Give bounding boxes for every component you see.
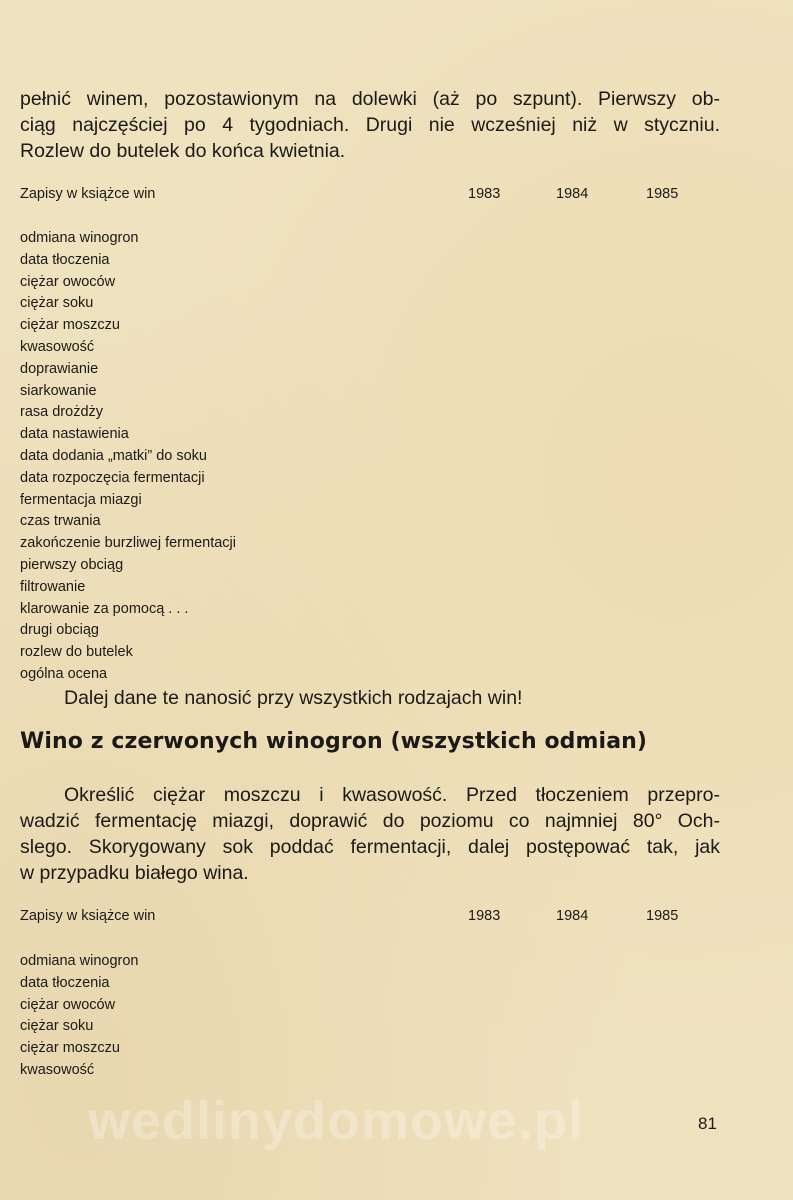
- text-line: ciąg najczęściej po 4 tygodniach. Drugi nie wcześniej niż w styczniu.: [20, 114, 720, 136]
- section-heading: Wino z czerwonych winogron (wszystkich odmian): [20, 729, 648, 754]
- record-row: data rozpoczęcia fermentacji: [20, 469, 205, 486]
- record-row: kwasowość: [20, 1061, 95, 1078]
- record-row: czas trwania: [20, 513, 101, 530]
- record-row: fermentacja miazgi: [20, 491, 142, 508]
- text-line: slego. Skorygowany sok poddać fermentacji, dalej postępować tak, jak: [20, 836, 720, 858]
- year-column-1985: 1985: [646, 908, 679, 924]
- record-table-2-header: [20, 908, 710, 930]
- closing-note: Dalej dane te nanosić przy wszystkich rodzajach win!: [64, 687, 523, 709]
- record-row: doprawianie: [20, 360, 99, 377]
- red-wine-paragraph: [20, 782, 720, 886]
- text-line: Określić ciężar moszczu i kwasowość. Przed tłoczeniem przepro-: [64, 784, 720, 806]
- record-row: rasa drożdży: [20, 404, 104, 421]
- record-row: zakończenie burzliwej fermentacji: [20, 535, 236, 552]
- record-row: ciężar soku: [20, 1018, 94, 1035]
- year-column-1983: 1983: [468, 186, 501, 202]
- watermark: wedlinydomowe.pl: [88, 1091, 585, 1151]
- record-table-2-rows: [20, 951, 139, 1082]
- text-line: Rozlew do butelek do końca kwietnia.: [20, 140, 346, 162]
- record-row: ogólna ocena: [20, 665, 108, 682]
- record-row: pierwszy obciąg: [20, 556, 124, 573]
- year-column-1985: 1985: [646, 186, 679, 202]
- record-row: rozlew do butelek: [20, 644, 133, 661]
- record-row: ciężar soku: [20, 295, 94, 312]
- year-column-1983: 1983: [468, 908, 501, 924]
- record-row: ciężar owoców: [20, 996, 116, 1013]
- record-row: ciężar owoców: [20, 273, 116, 290]
- record-row: data dodania „matki” do soku: [20, 447, 207, 464]
- record-row: siarkowanie: [20, 382, 97, 399]
- record-row: klarowanie za pomocą . . .: [20, 600, 189, 617]
- record-row: filtrowanie: [20, 578, 86, 595]
- record-row: drugi obciąg: [20, 622, 99, 639]
- year-column-1984: 1984: [556, 186, 589, 202]
- record-row: data tłoczenia: [20, 251, 110, 268]
- record-row: odmiana winogron: [20, 953, 139, 969]
- record-row: data nastawienia: [20, 426, 129, 443]
- text-line: pełnić winem, pozostawionym na dolewki (aż po szpunt). Pierwszy ob-: [20, 88, 720, 110]
- text-line: w przypadku białego wina.: [20, 862, 249, 884]
- page-number: 81: [698, 1114, 717, 1133]
- year-column-1984: 1984: [556, 908, 589, 924]
- record-row: data tłoczenia: [20, 974, 110, 991]
- record-row: ciężar moszczu: [20, 317, 120, 334]
- record-table-label: Zapisy w książce win: [20, 908, 156, 924]
- intro-paragraph: [20, 86, 720, 164]
- record-table-1-header: [20, 186, 710, 208]
- record-table-label: Zapisy w książce win: [20, 186, 156, 202]
- record-table-1-rows: [20, 228, 236, 686]
- record-row: ciężar moszczu: [20, 1040, 120, 1057]
- text-line: wadzić fermentację miazgi, doprawić do poziomu co najmniej 80° Och-: [20, 810, 720, 832]
- record-row: kwasowość: [20, 338, 95, 355]
- record-row: odmiana winogron: [20, 230, 139, 246]
